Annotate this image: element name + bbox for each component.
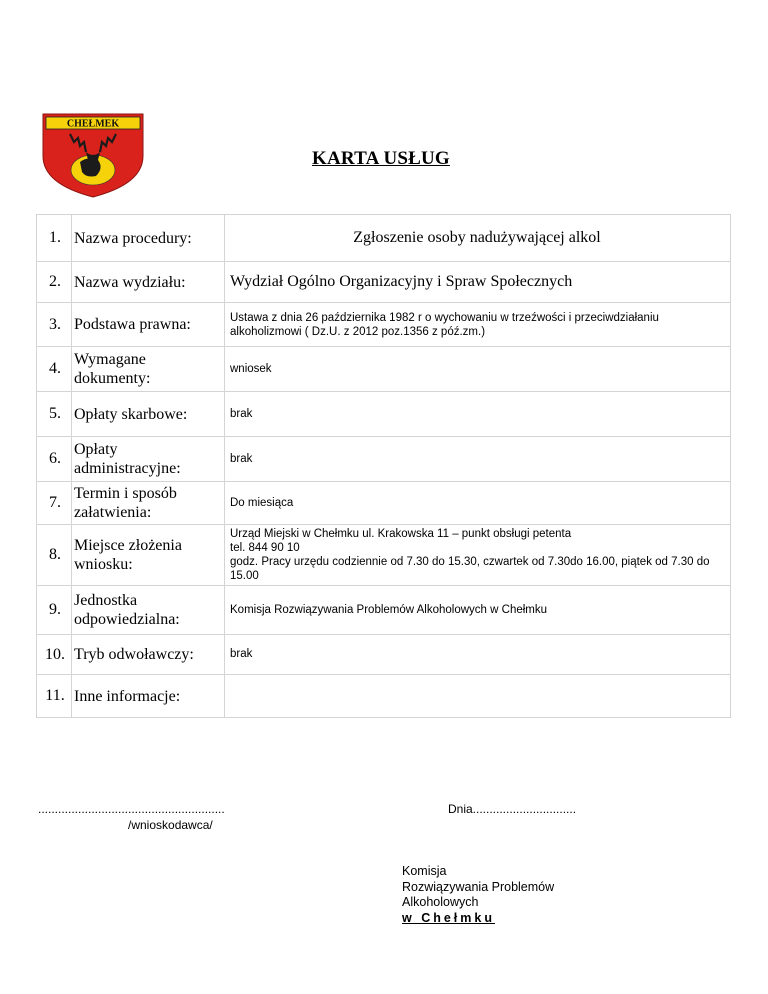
row-label: Opłaty administracyjne: — [72, 437, 225, 482]
table-row — [37, 635, 731, 675]
table-row — [37, 303, 731, 347]
row-number: 9. — [37, 586, 72, 635]
row-label: Termin i sposób załatwienia: — [72, 482, 225, 525]
signature-line: ........................................................ — [38, 802, 225, 816]
row-value: Ustawa z dnia 26 października 1982 r o wychowaniu w trzeźwości i przeciwdziałaniu alkoholizmowi ( Dz.U. z 2012 poz.1356 z póź.zm.) — [225, 303, 731, 347]
row-number: 10. — [37, 635, 72, 675]
row-number: 11. — [37, 675, 72, 718]
row-label: Jednostka odpowiedzialna: — [72, 586, 225, 635]
chelmek-crest-logo — [40, 112, 146, 198]
addressee-underlined: w Chełmku — [402, 910, 495, 925]
row-number: 7. — [37, 482, 72, 525]
row-value — [225, 675, 731, 718]
addressee-line: Alkoholowych — [402, 895, 479, 909]
row-number: 2. — [37, 262, 72, 303]
row-number: 1. — [37, 215, 72, 262]
row-value: wniosek — [225, 347, 731, 392]
row-number: 3. — [37, 303, 72, 347]
value-line: Urząd Miejski w Chełmku ul. Krakowska 11 – punkt obsługi petenta — [230, 528, 572, 540]
table-row — [37, 525, 731, 586]
table-row — [37, 482, 731, 525]
service-card-table — [36, 214, 731, 718]
row-value — [225, 525, 731, 586]
row-value: brak — [225, 392, 731, 437]
row-value: Komisja Rozwiązywania Problemów Alkoholowych w Chełmku — [225, 586, 731, 635]
row-label: Wymagane dokumenty: — [72, 347, 225, 392]
row-number: 4. — [37, 347, 72, 392]
addressee-line: Komisja — [402, 864, 447, 878]
row-label: Inne informacje: — [72, 675, 225, 718]
date-field: Dnia............................... — [448, 802, 577, 816]
row-label: Miejsce złożenia wniosku: — [72, 525, 225, 586]
value-line: tel. 844 90 10 — [230, 542, 300, 554]
table-row — [37, 392, 731, 437]
row-label: Nazwa wydziału: — [72, 262, 225, 303]
signature-caption: /wnioskodawca/ — [128, 818, 213, 832]
row-label: Opłaty skarbowe: — [72, 392, 225, 437]
table-row — [37, 347, 731, 392]
row-label: Podstawa prawna: — [72, 303, 225, 347]
table-row — [37, 262, 731, 303]
table-row — [37, 586, 731, 635]
row-number: 5. — [37, 392, 72, 437]
row-number: 8. — [37, 525, 72, 586]
row-value: Wydział Ogólno Organizacyjny i Spraw Społecznych — [225, 262, 731, 303]
row-value: brak — [225, 437, 731, 482]
page-title: KARTA USŁUG — [312, 148, 450, 169]
row-value: brak — [225, 635, 731, 675]
addressee-line: Rozwiązywania Problemów — [402, 879, 555, 894]
row-value: Zgłoszenie osoby nadużywającej alkol — [225, 215, 731, 262]
table-row — [37, 675, 731, 718]
row-label: Nazwa procedury: — [72, 215, 225, 262]
svg-text:CHEŁMEK: CHEŁMEK — [66, 118, 120, 130]
value-line: godz. Pracy urzędu codziennie od 7.30 do 15.30, czwartek od 7.30do 16.00, piątek od 7.30 do 15.00 — [230, 556, 710, 582]
addressee-block — [402, 864, 554, 926]
table-row — [37, 437, 731, 482]
row-value: Do miesiąca — [225, 482, 731, 525]
table-row — [37, 215, 731, 262]
row-number: 6. — [37, 437, 72, 482]
row-label: Tryb odwoławczy: — [72, 635, 225, 675]
